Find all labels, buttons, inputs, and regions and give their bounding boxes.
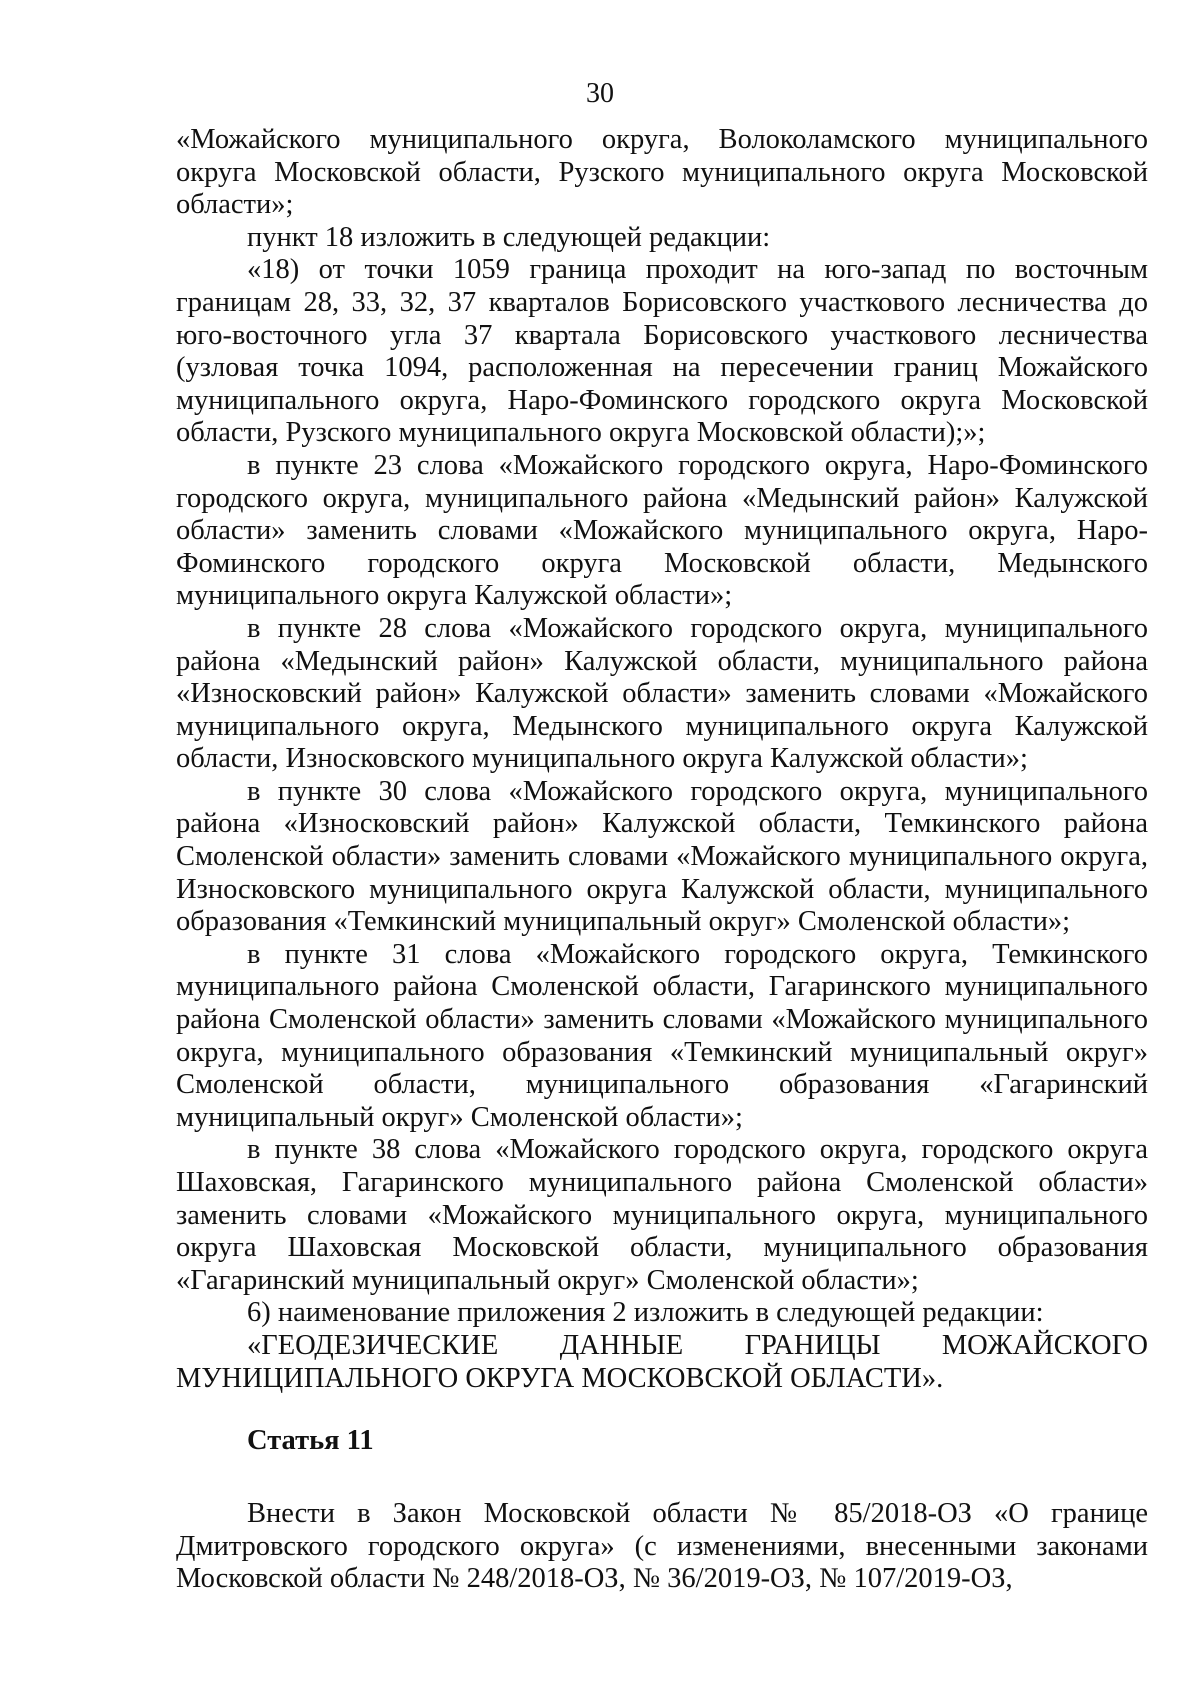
page-number: 30 [586, 78, 614, 109]
article-paragraph: Внести в Закон Московской области № 85/2018-ОЗ «О границе Дмитровского городского округа» (с изменениями, внесенными законами Московской области № 248/2018-ОЗ, № 36/2019-ОЗ, № 107/2019-ОЗ, [176, 1498, 1148, 1595]
appendix-heading-line-1: «ГЕОДЕЗИЧЕСКИЕ ДАННЫЕ ГРАНИЦЫ МОЖАЙСКОГО [247, 1329, 1148, 1361]
paragraph-point-23: в пункте 23 слова «Можайского городского округа, Наро-Фоминского городского округа, муниципального района «Медынский район» Калужской области» заменить словами «Можайского муниципального округа, Наро-Фоминского городского округа Московской области, Медынского муниципального округа Калужской области»; [176, 449, 1148, 612]
paragraph-point-30: в пункте 30 слова «Можайского городского округа, муниципального района «Износковский район» Калужской области, Темкинского района Смоленской области» заменить словами «Можайского муниципального округа, Износковского муниципального округа Калужской области, муниципального образования «Темкинский муниципальный округ» Смоленской области»; [176, 775, 1148, 938]
paragraph-point-18-text: «18) от точки 1059 граница проходит на юго-запад по восточным границам 28, 33, 32, 37 кварталов Борисовского участкового лесничества до юго-восточного угла 37 квартала Борисовского участкового лесничества (узловая точка 1094, расположенная на пересечении границ Можайского муниципального округа, Наро-Фоминского городского округа Московской области, Рузского муниципального округа Московской области);»; [176, 254, 1148, 449]
paragraph-point-28: в пункте 28 слова «Можайского городского округа, муниципального района «Медынский район» Калужской области, муниципального района «Износковский район» Калужской области» заменить словами «Можайского муниципального округа, Медынского муниципального округа Калужской области, Износковского муниципального округа Калужской области»; [176, 612, 1148, 775]
paragraph-point-38: в пункте 38 слова «Можайского городского округа, городского округа Шаховская, Гагаринского муниципального района Смоленской области» заменить словами «Можайского муниципального округа, муниципального округа Шаховская Московской области, муниципального образования «Гагаринский муниципальный округ» Смоленской области»; [176, 1134, 1148, 1296]
appendix-heading-line-2: МУНИЦИПАЛЬНОГО ОКРУГА МОСКОВСКОЙ ОБЛАСТИ». [176, 1362, 944, 1394]
document-body [176, 124, 1148, 1395]
article-body [176, 1498, 1148, 1596]
paragraph-item-6: 6) наименование приложения 2 изложить в следующей редакции: [247, 1297, 1044, 1329]
paragraph-continuation: «Можайского муниципального округа, Волоколамского муниципального округа Московской области, Рузского муниципального округа Московской области»; [176, 124, 1148, 221]
paragraph-point-18-intro: пункт 18 изложить в следующей редакции: [247, 221, 771, 253]
paragraph-point-31: в пункте 31 слова «Можайского городского округа, Темкинского муниципального района Смоленской области, Гагаринского муниципального района Смоленской области» заменить словами «Можайского муниципального округа, муниципального образования «Темкинский муниципальный округ» Смоленской области, муниципального образования «Гагаринский муниципальный округ» Смоленской области»; [176, 938, 1148, 1133]
article-title: Статья 11 [247, 1425, 374, 1456]
